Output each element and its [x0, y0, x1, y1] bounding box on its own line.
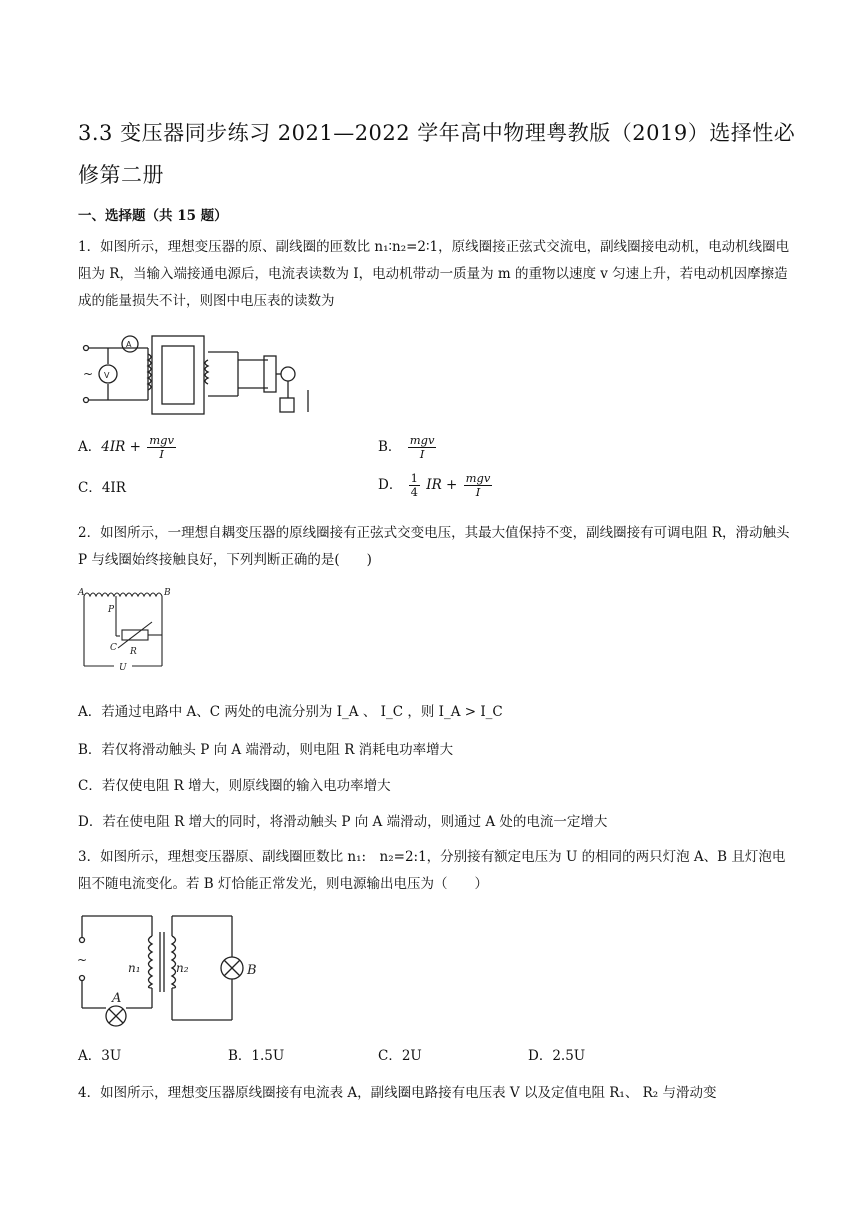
q2-option-c: C．若仅使电阻 R 增大，则原线圈的输入电功率增大 — [78, 778, 391, 794]
q2-fig-label-c: C — [110, 643, 117, 653]
svg-text:~: ~ — [83, 367, 94, 381]
q1-option-c: C．4IR — [78, 480, 126, 496]
q2-option-d: D．若在使电阻 R 增大的同时，将滑动触头 P 向 A 端滑动，则通过 A 处的电流一定增大 — [78, 814, 608, 830]
q1-option-a: A．4IR + $\frac{\text{mgv}}{I}$ — [78, 433, 175, 461]
q2-fig-label-p: P — [108, 605, 115, 615]
section-heading: 一、选择题（共 15 题） — [78, 208, 228, 224]
q3-option-b: B．1.5U — [228, 1048, 285, 1064]
document-title: 3.3 变压器同步练习 2021—2022 学年高中物理粤教版（2019）选择性必修第二册 — [78, 121, 796, 187]
q3-option-c: C．2U — [378, 1048, 422, 1064]
q2-fig-label-a: A — [78, 588, 85, 598]
q2-fig-label-u: U — [119, 663, 127, 673]
q1-option-b: B． $\frac{\text{mgv}}{I}$ — [378, 433, 435, 461]
q3-circuit-diagram — [72, 912, 272, 1030]
q3-fig-label-b: B — [247, 963, 257, 978]
q2-option-a: A．若通过电路中 A、C 两处的电流分别为 I_A 、 I_C ，则 I_A > I_C — [78, 704, 503, 720]
q3-option-a: A．3U — [78, 1048, 122, 1064]
q2-stem: 2．如图所示，一理想自耦变压器的原线圈接有正弦式交变电压，其最大值保持不变，副线圈接有可调电阻 R，滑动触头 P 与线圈始终接触良好，下列判断正确的是( ) — [78, 525, 790, 568]
q1-option-d: D． $\frac{1}{4}$ IR + $\frac{\text{mgv}}{I}$ — [378, 471, 491, 499]
q1-circuit-diagram — [78, 330, 308, 420]
q3-fig-label-n2: n₂ — [176, 961, 189, 975]
q3-option-d: D．2.5U — [528, 1048, 586, 1064]
q3-fig-label-a: A — [112, 991, 122, 1006]
q2-autotransformer-diagram — [78, 586, 171, 678]
q1-stem: 1．如图所示，理想变压器的原、副线圈的匝数比 n₁∶n₂=2∶1，原线圈接正弦式交流电，副线圈接电动机，电动机线圈电阻为 R，当输入端接通电源后，电流表读数为 I，电动机带动一质量为 m 的重物以速度 v 匀速上升，若电动机因摩擦造成的能量损失不计，则图中电压表的读数为 — [78, 239, 790, 309]
q3-fig-ac-symbol: ~ — [77, 953, 88, 967]
q2-option-b: B．若仅将滑动触头 P 向 A 端滑动，则电阻 R 消耗电功率增大 — [78, 742, 454, 758]
svg-text:V: V — [104, 371, 110, 380]
q4-stem: 4．如图所示，理想变压器原线圈接有电流表 A，副线圈电路接有电压表 V 以及定值电阻 R₁、 R₂ 与滑动变 — [78, 1085, 717, 1101]
q2-fig-label-b: B — [164, 588, 171, 598]
q3-fig-label-n1: n₁ — [128, 961, 141, 975]
q2-fig-label-r: R — [130, 647, 137, 657]
q3-stem: 3．如图所示，理想变压器原、副线圈匝数比 n₁: n₂=2:1，分别接有额定电压为 U 的相同的两只灯泡 A、B 且灯泡电阻不随电流变化。若 B 灯恰能正常发光，则电源输出电压为（ ） — [78, 849, 786, 892]
svg-text:A: A — [126, 340, 132, 349]
